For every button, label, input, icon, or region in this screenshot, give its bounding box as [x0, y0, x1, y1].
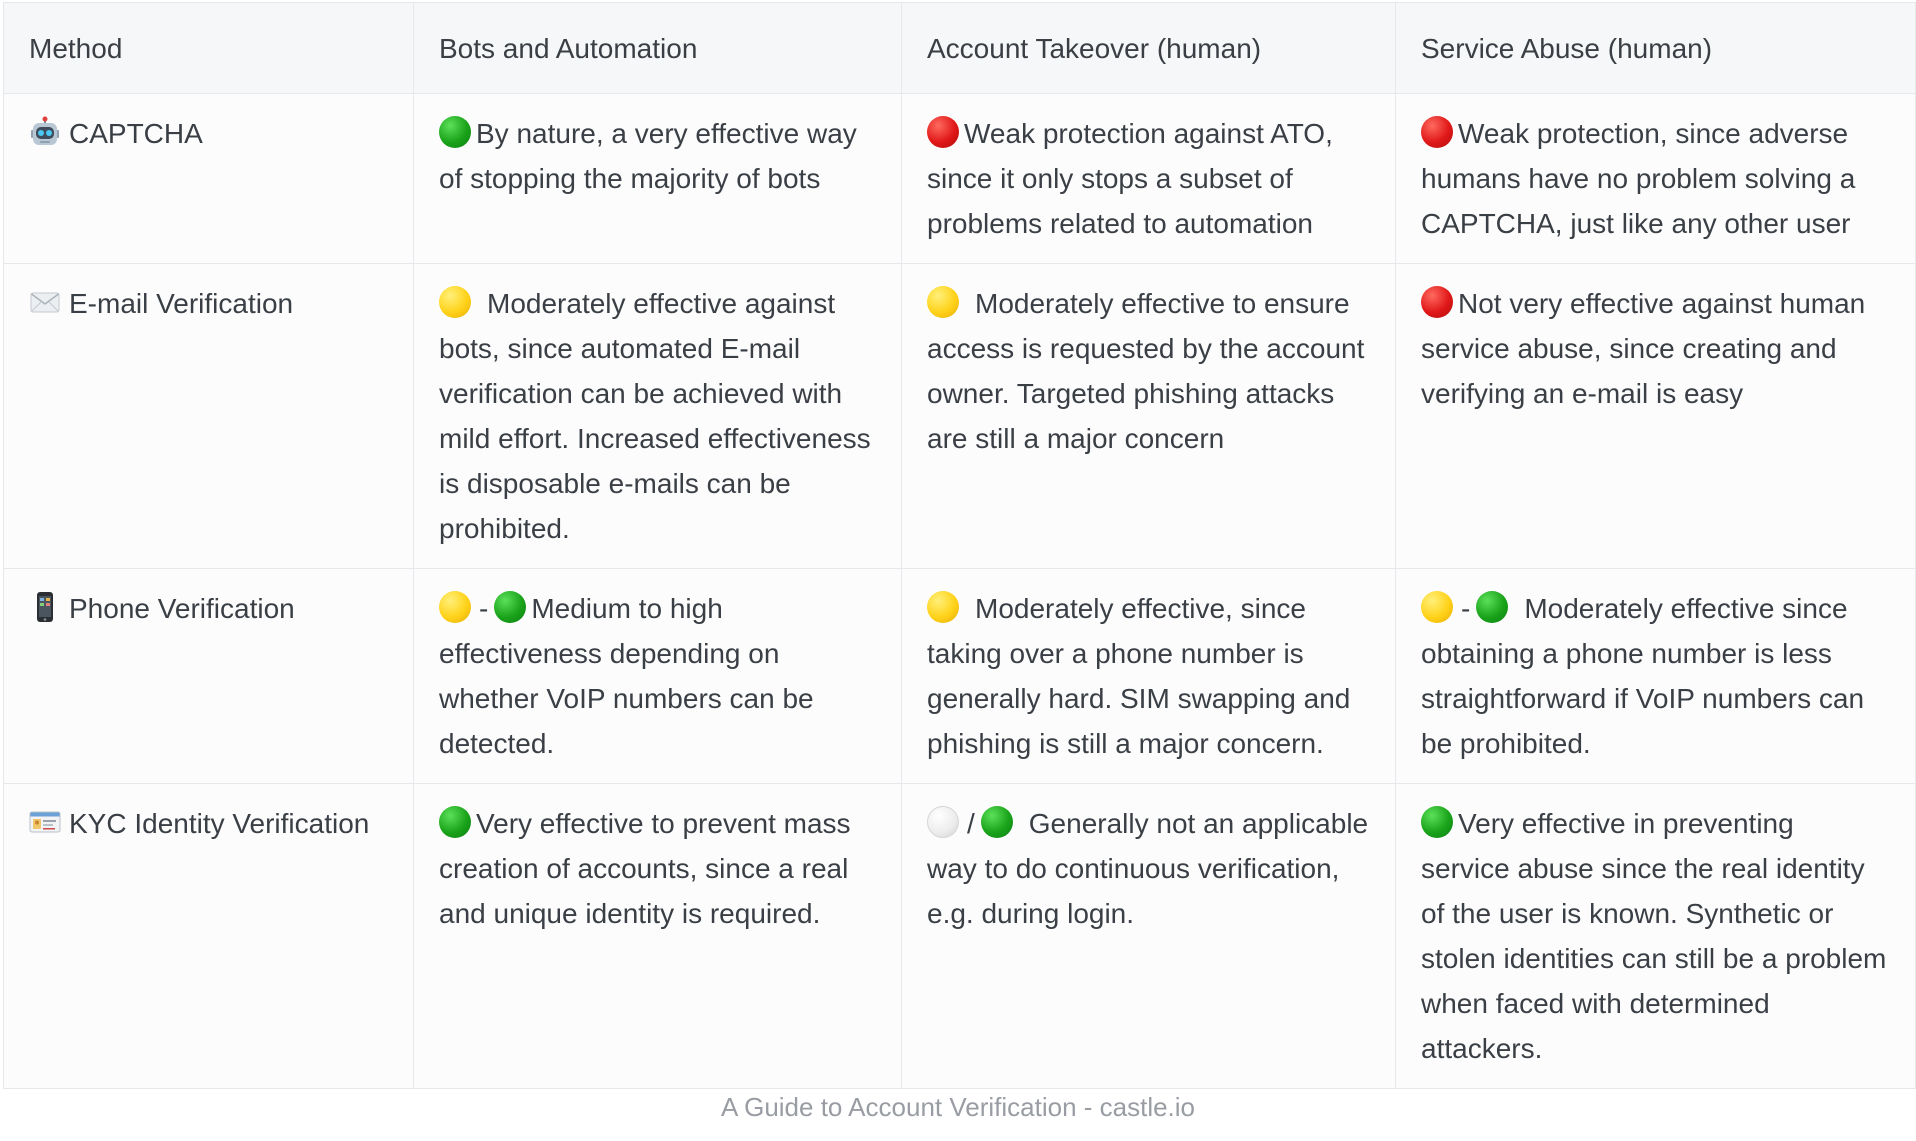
id-card-icon: [29, 806, 61, 838]
bots-cell: [414, 264, 902, 569]
red-rating-icon: [927, 116, 959, 148]
green-rating-icon: [439, 806, 471, 838]
header-service-abuse: Service Abuse (human): [1396, 3, 1916, 94]
ato-cell: [902, 264, 1396, 569]
yellow-rating-icon: [927, 591, 959, 623]
rating-separator: -: [479, 593, 489, 624]
envelope-icon: [29, 286, 61, 318]
mobile-phone-icon: [29, 591, 61, 623]
green-rating-icon: [439, 116, 471, 148]
yellow-rating-icon: [1421, 591, 1453, 623]
rating-text: Weak protection against ATO, since it only stops a subset of problems related to automation: [927, 118, 1333, 239]
verification-comparison-table: [3, 2, 1916, 1089]
rating-text: Not very effective against human service abuse, since creating and verifying an e-mail is easy: [1421, 288, 1866, 409]
ato-cell: [902, 784, 1396, 1089]
table-header-row: [4, 3, 1916, 94]
rating-text: By nature, a very effective way of stopping the majority of bots: [439, 118, 857, 194]
method-cell: [4, 264, 414, 569]
rating-text: Very effective to prevent mass creation of accounts, since a real and unique identity is required.: [439, 808, 851, 929]
ato-cell: [902, 569, 1396, 784]
red-rating-icon: [1421, 116, 1453, 148]
method-label: Phone Verification: [69, 593, 295, 624]
rating-text: Moderately effective to ensure access is requested by the account owner. Targeted phishing attacks are still a major concern: [927, 288, 1365, 454]
header-account-takeover: Account Takeover (human): [902, 3, 1396, 94]
table-row: [4, 784, 1916, 1089]
header-bots-automation: Bots and Automation: [414, 3, 902, 94]
green-rating-icon: [494, 591, 526, 623]
abuse-cell: [1396, 784, 1916, 1089]
abuse-cell: [1396, 569, 1916, 784]
rating-text: Medium to high effectiveness depending on whether VoIP numbers can be detected.: [439, 593, 814, 759]
rating-text: Moderately effective since obtaining a phone number is less straightforward if VoIP numbers can be prohibited.: [1421, 593, 1865, 759]
green-rating-icon: [1476, 591, 1508, 623]
figure-caption: A Guide to Account Verification - castle.io: [720, 1092, 1196, 1122]
yellow-rating-icon: [439, 286, 471, 318]
yellow-rating-icon: [927, 286, 959, 318]
rating-separator: /: [967, 808, 975, 839]
ato-cell: [902, 94, 1396, 264]
method-cell: [4, 569, 414, 784]
rating-text: Moderately effective against bots, since automated E-mail verification can be achieved with mild effort. Increased effectiveness is disposable e-mails can be prohibited.: [439, 288, 871, 544]
method-label: CAPTCHA: [69, 118, 203, 149]
rating-separator: -: [1461, 593, 1471, 624]
robot-icon: [29, 116, 61, 148]
table-row: [4, 94, 1916, 264]
rating-text: Very effective in preventing service abuse since the real identity of the user is known. Synthetic or stolen identities can still be a problem when faced with determined attackers.: [1421, 808, 1887, 1064]
green-rating-icon: [981, 806, 1013, 838]
rating-text: Moderately effective, since taking over a phone number is generally hard. SIM swapping and phishing is still a major concern.: [927, 593, 1351, 759]
abuse-cell: [1396, 94, 1916, 264]
green-rating-icon: [1421, 806, 1453, 838]
method-cell: [4, 94, 414, 264]
table-row: [4, 569, 1916, 784]
table-row: [4, 264, 1916, 569]
rating-text: Generally not an applicable way to do continuous verification, e.g. during login.: [927, 808, 1369, 929]
comparison-table-wrapper: [3, 2, 1915, 1089]
method-cell: [4, 784, 414, 1089]
bots-cell: [414, 569, 902, 784]
bots-cell: [414, 784, 902, 1089]
method-label: E-mail Verification: [69, 288, 294, 319]
white-rating-icon: [927, 806, 959, 838]
red-rating-icon: [1421, 286, 1453, 318]
bots-cell: [414, 94, 902, 264]
rating-text: Weak protection, since adverse humans have no problem solving a CAPTCHA, just like any other user: [1421, 118, 1856, 239]
method-label: KYC Identity Verification: [69, 808, 370, 839]
abuse-cell: [1396, 264, 1916, 569]
yellow-rating-icon: [439, 591, 471, 623]
header-method: Method: [4, 3, 414, 94]
